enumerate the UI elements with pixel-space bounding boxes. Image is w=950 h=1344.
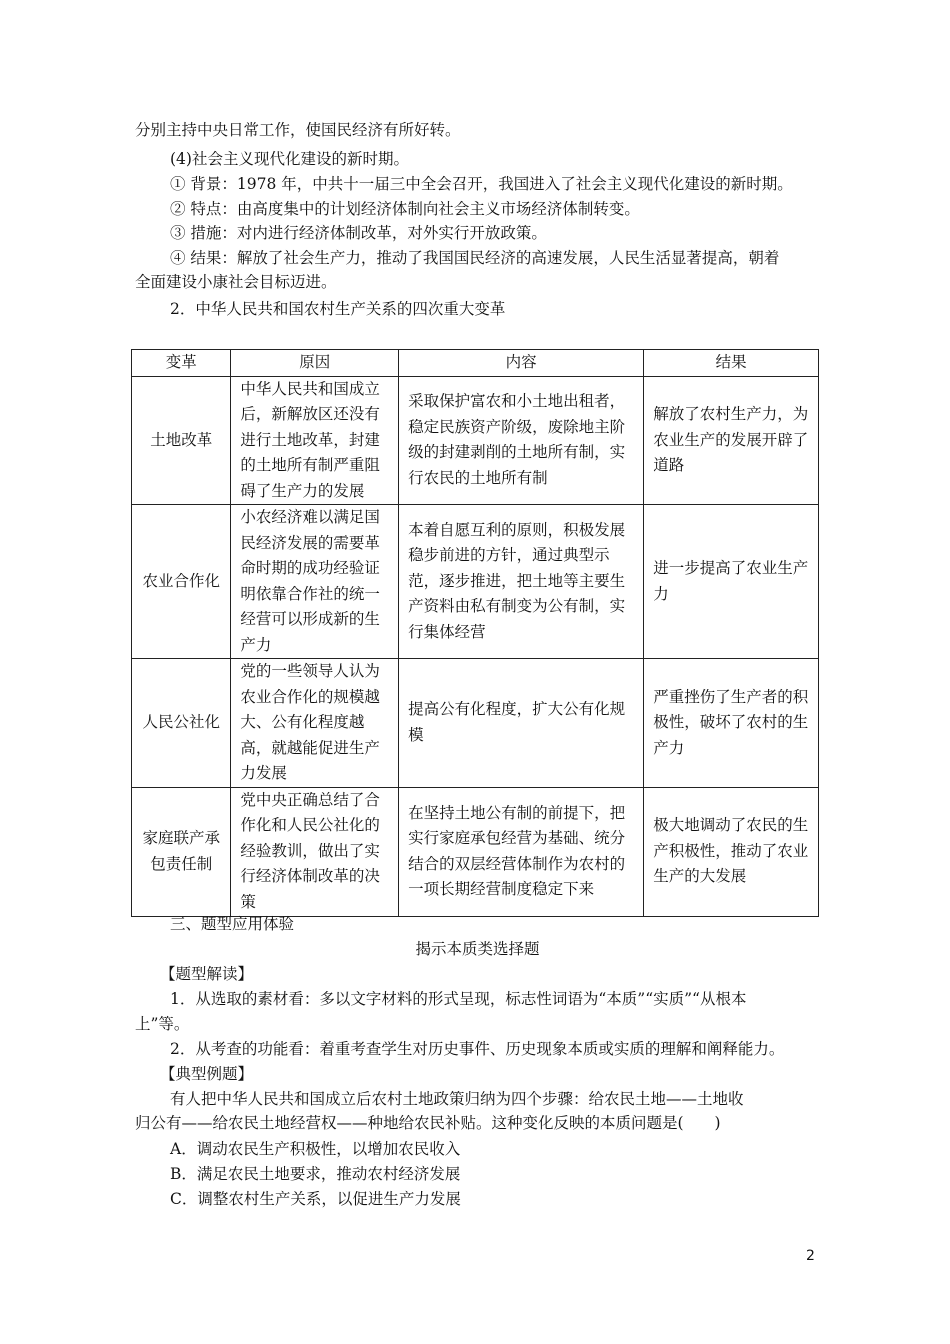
subsection-title: 揭示本质类选择题	[415, 940, 540, 958]
question-line: 有人把中华人民共和国成立后农村土地政策归纳为四个步骤：给农民土地——土地收	[170, 1090, 744, 1108]
table-cell: 家庭联产承包责任制	[132, 787, 231, 916]
table-header: 内容	[399, 350, 644, 377]
table-cell: 中华人民共和国成立后，新解放区还没有进行土地改革，封建的土地所有制严重阻碍了生产力的发展	[231, 376, 399, 505]
table-cell: 严重挫伤了生产者的积极性，破坏了农村的生产力	[644, 659, 819, 788]
table-cell: 极大地调动了农民的生产积极性，推动了农业生产的大发展	[644, 787, 819, 916]
table-cell: 本着自愿互利的原则，积极发展稳步前进的方针，通过典型示范，逐步推进，把土地等主要生产资料由私有制变为公有制，实行集体经营	[399, 505, 644, 659]
reform-table	[131, 349, 819, 917]
table-cell: 土地改革	[132, 376, 231, 505]
table-cell: 农业合作化	[132, 505, 231, 659]
text-line: 2．从考查的功能看：着重考查学生对历史事件、历史现象本质或实质的理解和阐释能力。	[170, 1040, 785, 1058]
label-example: 【典型例题】	[160, 1065, 254, 1083]
table-header: 原因	[231, 350, 399, 377]
table-cell: 党中央正确总结了合作化和人民公社化的经验教训，做出了实行经济体制改革的决策	[231, 787, 399, 916]
table-row	[132, 787, 819, 916]
table-header: 结果	[644, 350, 819, 377]
table-cell: 党的一些领导人认为农业合作化的规模越大、公有化程度越高，就越能促进生产力发展	[231, 659, 399, 788]
table-header-row	[132, 350, 819, 377]
table-cell: 进一步提高了农业生产力	[644, 505, 819, 659]
table-cell: 提高公有化程度，扩大公有化规模	[399, 659, 644, 788]
text-line: 分别主持中央日常工作，使国民经济有所好转。	[135, 121, 461, 139]
label-interpretation: 【题型解读】	[160, 965, 254, 983]
text-line: 全面建设小康社会目标迈进。	[135, 273, 337, 291]
table-cell: 采取保护富农和小土地出租者，稳定民族资产阶级，废除地主阶级的封建剥削的土地所有制，实行农民的土地所有制	[399, 376, 644, 505]
section-heading: 三、题型应用体验	[170, 915, 295, 933]
table-cell: 在坚持土地公有制的前提下，把实行家庭承包经营为基础、统分结合的双层经营体制作为农村的一项长期经营制度稳定下来	[399, 787, 644, 916]
option-a: A．调动农民生产积极性，以增加农民收入	[170, 1140, 461, 1158]
text-line: 1．从选取的素材看：多以文字材料的形式呈现，标志性词语为“本质”“实质”“从根本	[170, 990, 747, 1008]
text-line: 上”等。	[135, 1015, 190, 1033]
table-row	[132, 505, 819, 659]
table-row	[132, 376, 819, 505]
table-cell: 人民公社化	[132, 659, 231, 788]
text-line: ④ 结果：解放了社会生产力，推动了我国国民经济的高速发展，人民生活显著提高，朝着	[170, 249, 780, 267]
text-line: ② 特点：由高度集中的计划经济体制向社会主义市场经济体制转变。	[170, 200, 640, 218]
question-line: 归公有——给农民土地经营权——种地给农民补贴。这种变化反映的本质问题是( )	[135, 1114, 721, 1132]
table-row	[132, 659, 819, 788]
page-number: 2	[806, 1248, 815, 1264]
table-cell: 小农经济难以满足国民经济发展的需要革命时期的成功经验证明依靠合作社的统一经营可以形成新的生产力	[231, 505, 399, 659]
option-b: B．满足农民土地要求，推动农村经济发展	[170, 1165, 461, 1183]
section-heading: 2．中华人民共和国农村生产关系的四次重大变革	[170, 300, 506, 318]
option-c: C．调整农村生产关系，以促进生产力发展	[170, 1190, 461, 1208]
table-cell: 解放了农村生产力，为农业生产的发展开辟了道路	[644, 376, 819, 505]
text-line: ③ 措施：对内进行经济体制改革，对外实行开放政策。	[170, 224, 547, 242]
text-line: ① 背景：1978 年，中共十一届三中全会召开，我国进入了社会主义现代化建设的新时期。	[170, 175, 793, 193]
text-line: (4)社会主义现代化建设的新时期。	[170, 150, 409, 168]
table-header: 变革	[132, 350, 231, 377]
